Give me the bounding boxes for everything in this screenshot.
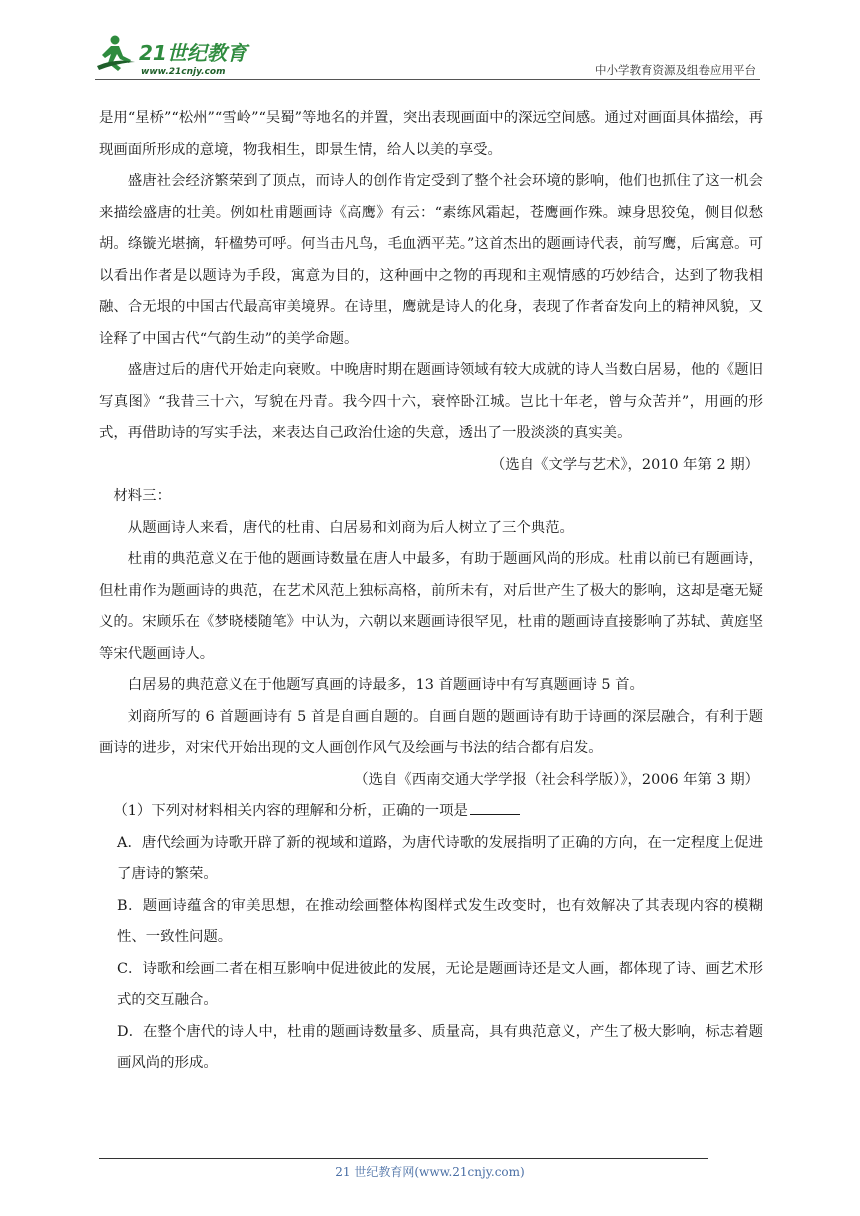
option-b[interactable]: B．题画诗蕴含的审美思想，在推动绘画整体构图样式发生改变时，也有效解决了其表现内容的模糊性、一致性问题。 [117, 897, 763, 945]
logo-text: 21世纪教育 [139, 41, 247, 65]
option-a[interactable]: A．唐代绘画为诗歌开辟了新的视域和道路，为唐代诗歌的发展指明了正确的方向，在一定程度上促进了唐诗的繁荣。 [117, 834, 763, 882]
runner-icon [97, 36, 135, 72]
page-footer: 21 世纪教育网(www.21cnjy.com) [335, 1165, 525, 1179]
logo-url: www.21cnjy.com [141, 67, 226, 77]
source-citation-1: （选自《文学与艺术》，2010 年第 2 期） [490, 456, 759, 473]
answer-blank[interactable] [470, 800, 520, 815]
paragraph-tang-decline: 盛唐过后的唐代开始走向衰败。中晚唐时期在题画诗领域有较大成就的诗人当数白居易，他的《题旧写真图》“我昔三十六，写貌在丹青。我今四十六，衰悴卧江城。岂比十年老，曾与众苦并”，用画的形式，再借助诗的写实手法，来表达自己政治仕途的失意，透出了一股淡淡的真实美。 [99, 362, 763, 441]
footer-divider [99, 1158, 708, 1159]
question-stem-text: （1）下列对材料相关内容的理解和分析，正确的一项是 [113, 803, 468, 819]
document-body [99, 103, 763, 1080]
material-3-label: 材料三： [113, 488, 171, 504]
site-logo [95, 32, 265, 78]
page-header [95, 32, 760, 80]
material-3-paragraph: 杜甫的典范意义在于他的题画诗数量在唐人中最多，有助于题画风尚的形成。杜甫以前已有题画诗，但杜甫作为题画诗的典范，在艺术风范上独标高格，前所未有，对后世产生了极大的影响，这却是毫无疑义的。宋顾乐在《梦晓楼随笔》中认为，六朝以来题画诗很罕见，杜甫的题画诗直接影响了苏轼、黄庭坚等宋代题画诗人。 [99, 551, 763, 662]
paragraph-tang-prosperity: 盛唐社会经济繁荣到了顶点，而诗人的创作肯定受到了整个社会环境的影响，他们也抓住了这一机会来描绘盛唐的壮美。例如杜甫题画诗《高鹰》有云：“素练风霜起，苍鹰画作殊。竦身思狡兔，侧目似愁胡。绦镟光堪摘，轩楹势可呼。何当击凡鸟，毛血洒平芜。”这首杰出的题画诗代表，前写鹰，后寓意。可以看出作者是以题诗为手段，寓意为目的，这种画中之物的再现和主观情感的巧妙结合，达到了物我相融、合无垠的中国古代最高审美境界。在诗里，鹰就是诗人的化身，表现了作者奋发向上的精神风貌，又诠释了中国古代“气韵生动”的美学命题。 [99, 173, 763, 347]
material-3-paragraph: 白居易的典范意义在于他题写真画的诗最多，13 首题画诗中有写真题画诗 5 首。 [127, 677, 644, 693]
question-stem [99, 796, 763, 828]
source-citation-2: （选自《西南交通大学学报（社会科学版）》，2006 年第 3 期） [354, 771, 759, 788]
option-c[interactable]: C．诗歌和绘画二者在相互影响中促进彼此的发展，无论是题画诗还是文人画，都体现了诗、画艺术形式的交互融合。 [117, 960, 763, 1008]
platform-name: 中小学教育资源及组卷应用平台 [595, 63, 756, 77]
option-d[interactable]: D．在整个唐代的诗人中，杜甫的题画诗数量多、质量高，具有典范意义，产生了极大影响，标志着题画风尚的形成。 [117, 1023, 763, 1071]
material-3-paragraph: 刘商所写的 6 首题画诗有 5 首是自画自题的。自画自题的题画诗有助于诗画的深层融合，有利于题画诗的进步，对宋代开始出现的文人画创作风气及绘画与书法的结合都有启发。 [99, 708, 763, 756]
paragraph-continued: 是用“星桥”“松州”“雪岭”“吴蜀”等地名的并置，突出表现画面中的深远空间感。通过对画面具体描绘，再现画面所形成的意境，物我相生，即景生情，给人以美的享受。 [99, 110, 763, 158]
header-divider [95, 79, 760, 80]
material-3-paragraph: 从题画诗人来看，唐代的杜甫、白居易和刘商为后人树立了三个典范。 [127, 519, 574, 536]
